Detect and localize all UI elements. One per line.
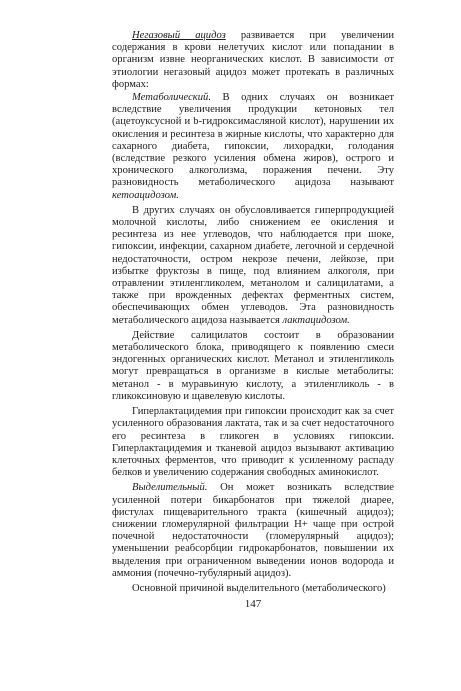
term-ketoacidosis: кетоацидозом. [112,189,179,201]
paragraph-lactic: В других случаях он обусловливается гиперпродукцией молочной кислоты, либо снижением ее окисления и ресинтеза из нее углеводов, что наблюдается при шоке, гипоксии, инфекции, сахарном диабете, легочной и сердечной недостаточности, остром некрозе печени, лейкозе, при избытке фруктозы в пище, под влиянием алкоголя, при отравлении этиленгликолем, метанолом и салицилатами, а также при врожденных дефектах ферментных систем, обеспечивающих обмен углеводов. Эта разновидность метаболического ацидоза называется лактацидозом. [112,204,394,326]
paragraph-main-cause: Основной причиной выделительного (метаболического) [132,582,386,594]
paragraph-metabolic: Метаболический. В одних случаях он возникает вследствие увеличения продукции кетоновых тел (ацетоуксусной и b-гидроксимасляной кислот), нарушении их окисления и ресинтеза в жирные кислоты, что характерно для сахарного диабета, гипоксии, лихорадки, голодания (вследствие резкого усиления обмена жиров), острого и хронического алкоголизма, поражения печени. Эту разновидность метаболического ацидоза называют кетоацидозом. [112,92,394,201]
body-text [112,30,394,595]
term-metabolic: Метаболический. [132,92,211,104]
term-nongas-acidosis: Негазовый ацидоз [132,30,226,41]
page-number: 147 [244,598,262,610]
term-lactacidosis: лактацидозом. [282,314,350,326]
paragraph-excretory: Выделительный. Он может возникать вследствие усиленной потери бикарбонатов при тяжелой диарее, фистулах пищеварительного тракта (кишечный ацидоз); снижении гломерулярной фильтрации H+ чаще при острой почечной недостаточности (гломерулярный ацидоз); уменьшении реабсорбции гидрокарбонатов, повышении их выделения при ограниченном выведении ионов водорода и аммония (почечно-тубулярный ацидоз). [112,482,394,579]
paragraph-salicylates: Действие салицилатов состоит в образовании метаболического блока, приводящего к появлению смеси эндогенных органических кислот. Метанол и этиленгликоль могут превращаться в организме в кислые метаболиты: метанол - в муравьиную кислоту, а этиленгликоль - в гликоксиновую и щавелевую кислоты. [112,329,394,402]
paragraph-hyperlactacidemia: Гиперлактацидемия при гипоксии происходит как за счет усиленного образования лактата, так и за счет недостаточного его ресинтеза в гликоген в условиях гипоксии. Гиперлактацидемия и тканевой ацидоз вызывают активацию клеточных ферментов, что приводит к усиленному распаду белков и увеличению содержания свободных аминокислот. [112,406,394,479]
term-excretory: Выделительный. [132,482,208,494]
paragraph-nongas-acidosis: Негазовый ацидоз развивается при увеличении содержания в крови нелетучих кислот или попадании в организм извне неорганических кислот. В зависимости от этиологии негазовый ацидоз может протекать в различных формах: [112,30,394,90]
